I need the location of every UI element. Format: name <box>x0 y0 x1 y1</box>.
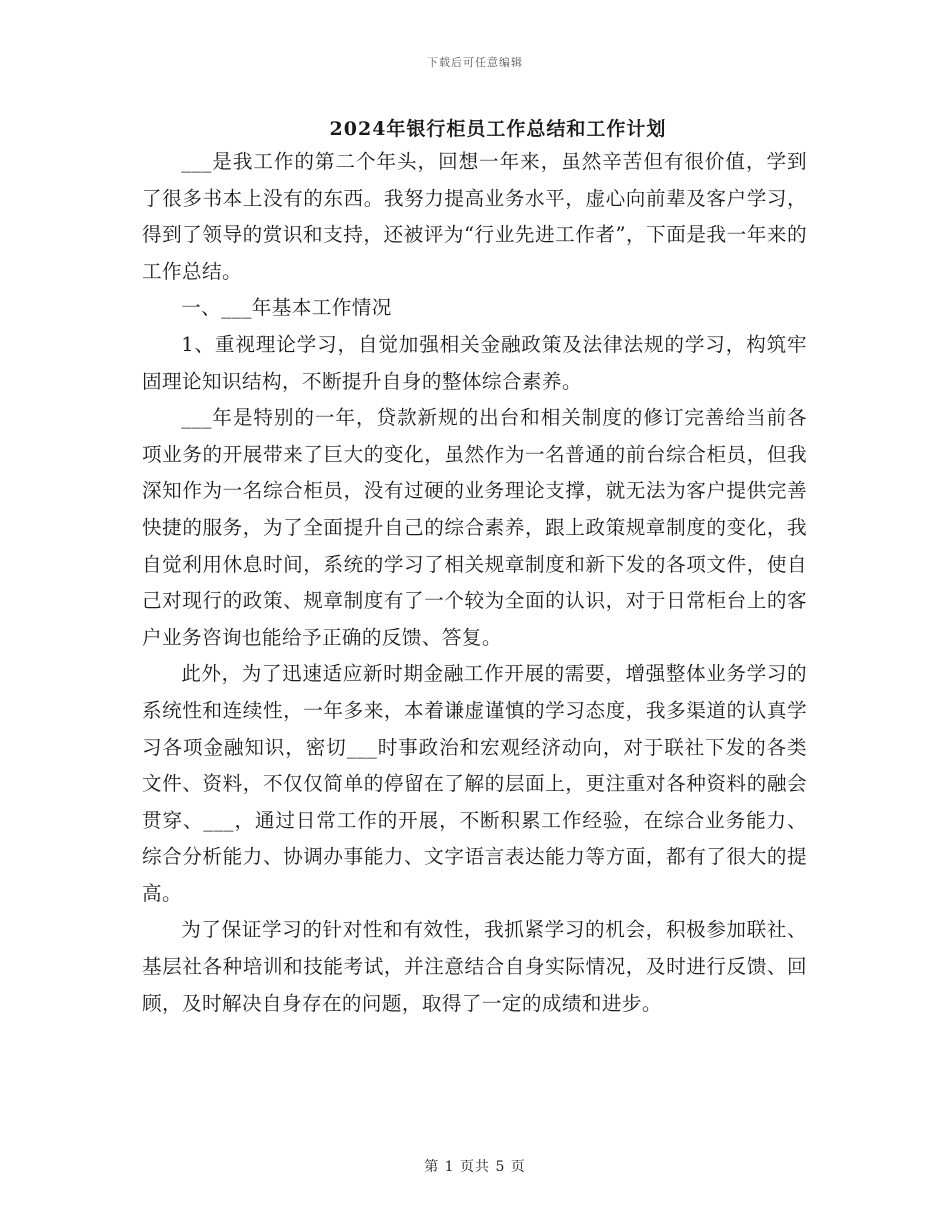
page-number-footer: 第 1 页共 5 页 <box>424 1159 526 1175</box>
section-heading: 一、___年基本工作情况 <box>181 296 392 320</box>
paragraph: 此外，为了迅速适应新时期金融工作开展的需要，增强整体业务学习的系统性和连续性，一年多来，本着谦虚谨慎的学习态度，我多渠道的认真学习各项金融知识，密切___时事政治和宏观经济动向，对于联社下发的各类文件、资料，不仅仅简单的停留在了解的层面上，更注重对各种资料的融会贯穿、___，通过日常工作的开展，不断积累工作经验，在综合业务能力、综合分析能力、协调办事能力、文字语言表达能力等方面，都有了很大的提高。 <box>142 662 807 905</box>
paragraph: ___年是特别的一年，贷款新规的出台和相关制度的修订完善给当前各项业务的开展带来了巨大的变化，虽然作为一名普通的前台综合柜员，但我深知作为一名综合柜员，没有过硬的业务理论支撑，就无法为客户提供完善快捷的服务，为了全面提升自己的综合素养，跟上政策规章制度的变化，我自觉利用休息时间，系统的学习了相关规章制度和新下发的各项文件，使自己对现行的政策、规章制度有了一个较为全面的认识，对于日常柜台上的客户业务咨询也能给予正确的反馈、答复。 <box>142 406 807 649</box>
document-title: 2024年银行柜员工作总结和工作计划 <box>329 118 667 140</box>
paragraph: 为了保证学习的针对性和有效性，我抓紧学习的机会，积极参加联社、基层社各种培训和技能考试，并注意结合自身实际情况，及时进行反馈、回顾，及时解决自身存在的问题，取得了一定的成绩和进步。 <box>142 918 807 1015</box>
document-body <box>142 144 807 1022</box>
paragraph: ___是我工作的第二个年头，回想一年来，虽然辛苦但有很价值，学到了很多书本上没有的东西。我努力提高业务水平，虚心向前辈及客户学习，得到了领导的赏识和支持，还被评为“行业先进工作者”，下面是我一年来的工作总结。 <box>142 150 807 283</box>
paragraph: 1、重视理论学习，自觉加强相关金融政策及法律法规的学习，构筑牢固理论知识结构，不断提升自身的整体综合素养。 <box>142 332 807 393</box>
header-note: 下载后可任意编辑 <box>427 56 523 69</box>
